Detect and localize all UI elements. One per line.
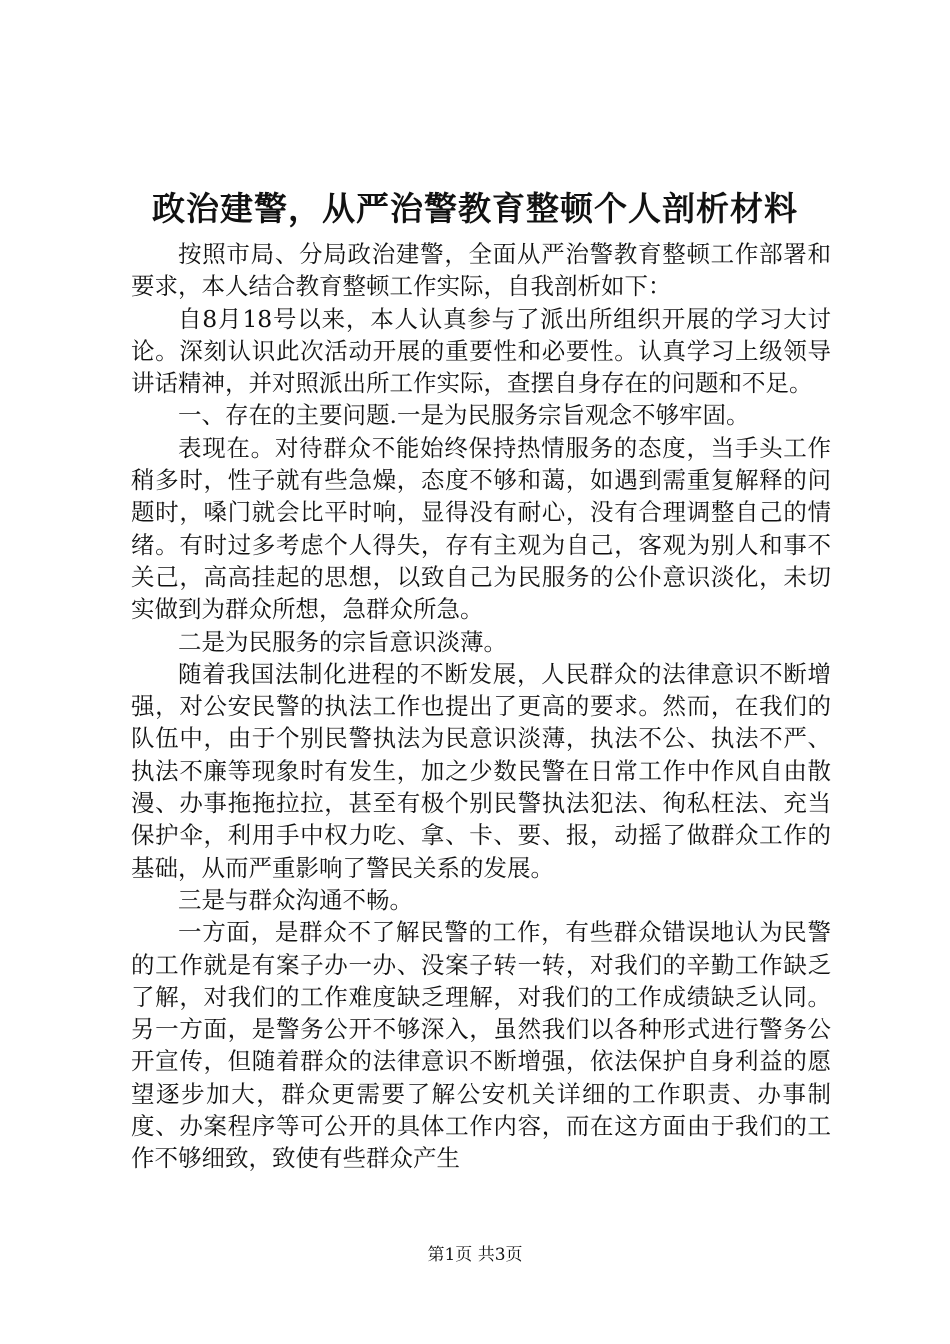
document-body: [131, 238, 831, 1175]
paragraph: 一方面，是群众不了解民警的工作，有些群众错误地认为民警的工作就是有案子办一办、没案子转一转，对我们的辛勤工作缺乏了解，对我们的工作难度缺乏理解，对我们的工作成绩缺乏认同。另一方面，是警务公开不够深入，虽然我们以各种形式进行警务公开宣传，但随着群众的法律意识不断增强，依法保护自身利益的愿望逐步加大，群众更需要了解公安机关详细的工作职责、办事制度、办案程序等可公开的具体工作内容，而在这方面由于我们的工作不够细致，致使有些群众产生: [131, 918, 831, 1173]
document-title: 政治建警，从严治警教育整顿个人剖析材料: [152, 189, 798, 228]
section-heading: 一、存在的主要问题.一是为民服务宗旨观念不够牢固。: [178, 401, 750, 430]
section-heading: 二是为民服务的宗旨意识淡薄。: [178, 627, 507, 656]
paragraph: 随着我国法制化进程的不断发展，人民群众的法律意识不断增强，对公安民警的执法工作也提出了更高的要求。然而，在我们的队伍中，由于个别民警执法为民意识淡薄，执法不公、执法不严、执法不廉等现象时有发生，加之少数民警在日常工作中作风自由散漫、办事拖拖拉拉，甚至有极个别民警执法犯法、徇私枉法、充当保护伞，利用手中权力吃、拿、卡、要、报，动摇了做群众工作的基础，从而严重影响了警民关系的发展。: [131, 659, 831, 882]
paragraph: 按照市局、分局政治建警，全面从严治警教育整顿工作部署和要求，本人结合教育整顿工作实际，自我剖析如下：: [131, 240, 831, 301]
paragraph: 表现在。对待群众不能始终保持热情服务的态度，当手头工作稍多时，性子就有些急燥，态度不够和蔼，如遇到需重复解释的问题时，嗓门就会比平时响，显得没有耐心，没有合理调整自己的情绪。有时过多考虑个人得失，存有主观为自己，客观为别人和事不关己，高高挂起的思想，以致自己为民服务的公仆意识淡化，未切实做到为群众所想，急群众所急。: [131, 433, 831, 624]
section-heading: 三是与群众沟通不畅。: [178, 885, 413, 914]
paragraph: 自8月18号以来，本人认真参与了派出所组织开展的学习大讨论。深刻认识此次活动开展的重要性和必要性。认真学习上级领导讲话精神，并对照派出所工作实际，查摆自身存在的问题和不足。: [131, 304, 831, 398]
page-number-footer: 第1页 共3页: [427, 1245, 523, 1265]
